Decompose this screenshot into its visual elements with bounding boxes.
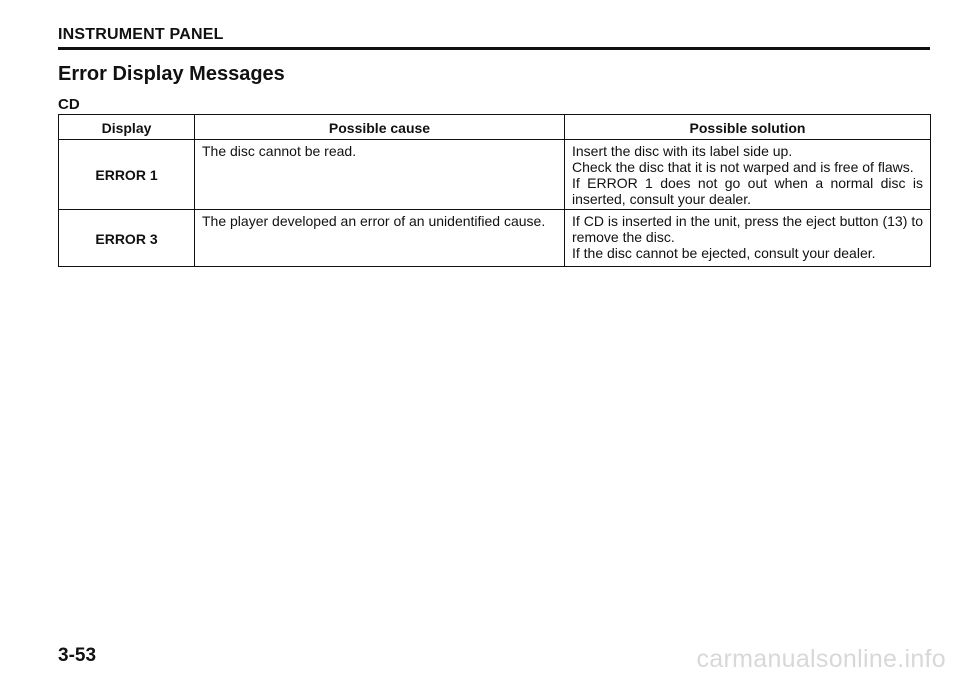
- possible-solution: [565, 140, 931, 210]
- page-title: Error Display Messages: [58, 63, 285, 85]
- display-code: ERROR 1: [59, 140, 195, 210]
- solution-line: If the disc cannot be ejected, consult your dealer.: [572, 245, 876, 261]
- table-header-row: [59, 115, 931, 140]
- solution-line: If CD is inserted in the unit, press the eject button (13) to remove the disc.: [572, 213, 923, 245]
- solution-line: Check the disc that it is not warped and is free of flaws.: [572, 159, 914, 175]
- table-row: [59, 210, 931, 267]
- table-row: [59, 140, 931, 210]
- possible-cause: The player developed an error of an unidentified cause.: [195, 210, 565, 267]
- column-header-possible-solution: Possible solution: [565, 115, 931, 140]
- watermark: carmanualsonline.info: [696, 645, 946, 673]
- column-header-possible-cause: Possible cause: [195, 115, 565, 140]
- page-number: 3-53: [58, 645, 97, 666]
- display-code: ERROR 3: [59, 210, 195, 267]
- solution-line: If ERROR 1 does not go out when a normal disc is inserted, consult your dealer.: [572, 175, 923, 207]
- solution-line: Insert the disc with its label side up.: [572, 143, 793, 159]
- column-header-display: Display: [59, 115, 195, 140]
- header-rule: [58, 47, 930, 50]
- error-messages-table: [58, 114, 931, 267]
- possible-cause: The disc cannot be read.: [195, 140, 565, 210]
- possible-solution: [565, 210, 931, 267]
- subsection-title: CD: [58, 96, 80, 113]
- section-header: INSTRUMENT PANEL: [58, 26, 224, 43]
